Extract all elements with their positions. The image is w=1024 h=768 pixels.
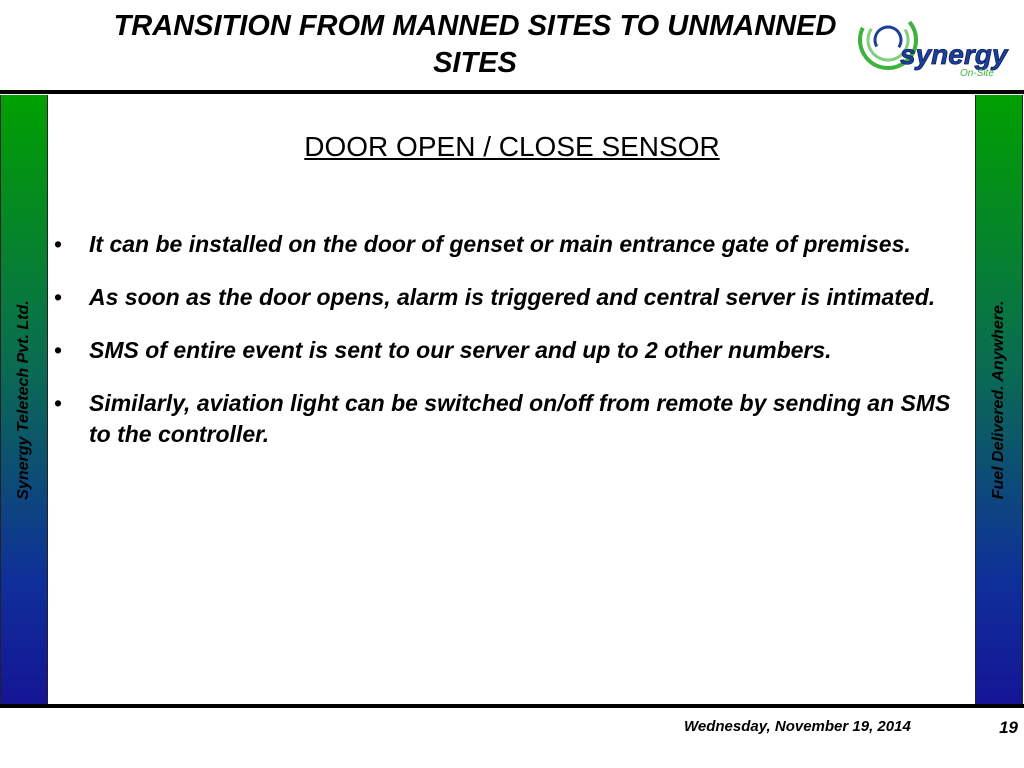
slide-body bbox=[49, 95, 975, 704]
logo-tagline: On-Site bbox=[960, 68, 994, 79]
bullet-text: Similarly, aviation light can be switched on/off from remote by sending an SMS to the controller. bbox=[89, 390, 951, 447]
bullet-list bbox=[49, 229, 971, 472]
bullet-text: SMS of entire event is sent to our server and up to 2 other numbers. bbox=[89, 337, 832, 363]
footer-divider bbox=[0, 704, 1024, 708]
bullet-text: As soon as the door opens, alarm is triggered and central server is intimated. bbox=[89, 284, 936, 310]
bullet-item bbox=[49, 388, 971, 450]
right-sidebar-band bbox=[975, 95, 1023, 704]
bullet-icon: • bbox=[54, 337, 63, 363]
bullet-item bbox=[49, 229, 971, 260]
bullet-icon: • bbox=[54, 231, 63, 257]
synergy-logo-mark bbox=[850, 4, 1020, 84]
right-sidebar-slogan: Fuel Delivered. Anywhere. bbox=[990, 300, 1007, 499]
bullet-icon: • bbox=[54, 284, 63, 310]
bullet-icon: • bbox=[54, 390, 63, 416]
logo-wordmark: synergy bbox=[900, 39, 1008, 70]
left-sidebar-band bbox=[0, 95, 48, 704]
bullet-text: It can be installed on the door of genset or main entrance gate of premises. bbox=[89, 231, 911, 257]
bullet-item bbox=[49, 335, 971, 366]
synergy-logo bbox=[850, 4, 1020, 84]
footer-date: Wednesday, November 19, 2014 bbox=[684, 718, 911, 735]
section-heading: DOOR OPEN / CLOSE SENSOR bbox=[304, 131, 720, 162]
page-number: 19 bbox=[999, 718, 1018, 737]
header-divider bbox=[0, 90, 1024, 94]
slide-title: TRANSITION FROM MANNED SITES TO UNMANNED SITES bbox=[113, 10, 837, 79]
left-sidebar-company-name: Synergy Teletech Pvt. Ltd. bbox=[15, 299, 32, 500]
bullet-item bbox=[49, 282, 971, 313]
